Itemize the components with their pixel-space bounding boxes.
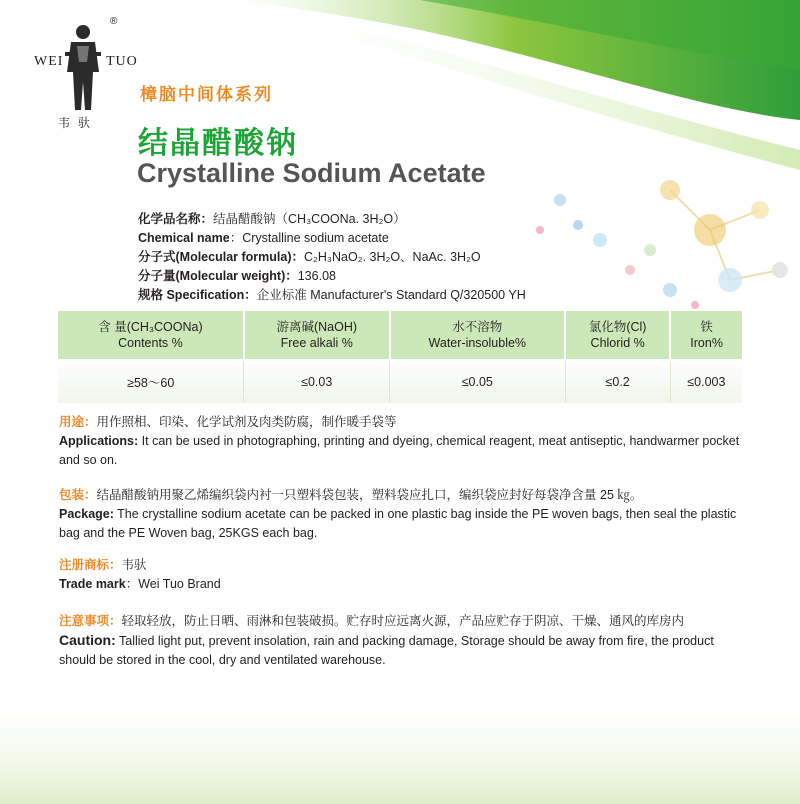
chem-name-cn-value: 结晶醋酸钠（CH₃COONa. 3H₂O） — [213, 212, 406, 226]
header-en: Free alkali % — [280, 336, 353, 350]
weight-label: 分子量(Molecular weight)： — [138, 269, 298, 283]
caution-en-label: Caution: — [59, 632, 116, 648]
weight-value: 136.08 — [297, 269, 336, 283]
series-title: 樟脑中间体系列 — [140, 85, 273, 104]
table-cell: ≤0.03 — [244, 360, 390, 403]
applications-en-text: It can be used in photographing, printing and dyeing, chemical reagent, meat antiseptic, handwarmer pocket and so on. — [59, 434, 740, 467]
table-cell: ≤0.2 — [565, 360, 670, 403]
specification-table — [58, 311, 742, 403]
specification-label: 规格 Specification： — [138, 288, 257, 302]
formula-label: 分子式(Molecular formula)： — [138, 250, 304, 264]
chem-name-en-row — [138, 229, 526, 248]
package-en-text: The crystalline sodium acetate can be packed in one plastic bag inside the PE woven bags, then seal the plastic bag and the PE Woven bag, 25KGS each bag. — [59, 507, 737, 540]
caution-en — [59, 631, 749, 670]
formula-value: C₂H₃NaO₂. 3H₂O、NaAc. 3H₂O — [304, 250, 481, 264]
trademark-section — [59, 556, 749, 594]
applications-en — [59, 432, 749, 470]
package-section — [59, 486, 749, 543]
logo-cn-name: 韦驮 — [58, 116, 99, 130]
logo-text-right: TUO — [106, 54, 138, 69]
specification-row — [138, 286, 526, 305]
header-cn: 含 量(CH₃COONa) — [98, 320, 203, 334]
applications-cn — [59, 413, 749, 432]
package-cn-label: 包装： — [59, 488, 97, 502]
header-en: Chlorid % — [590, 336, 645, 350]
table-cell: ≥58～60 — [58, 360, 244, 403]
product-title-cn: 结晶醋酸钠 — [138, 127, 298, 160]
logo-text-left: WEI — [34, 54, 64, 69]
package-cn — [59, 486, 749, 505]
header-cn: 氯化物(Cl) — [588, 320, 647, 334]
registered-mark: ® — [110, 16, 118, 27]
trademark-cn — [59, 556, 749, 575]
package-en-label: Package: — [59, 507, 114, 521]
table-header-cell — [565, 311, 670, 360]
table-cell: ≤0.003 — [670, 360, 742, 403]
package-cn-text: 结晶醋酸钠用聚乙烯编织袋内衬一只塑料袋包装，塑料袋应扎口，编织袋应封好每袋净含量 25 ㎏。 — [96, 488, 643, 502]
caution-cn — [59, 612, 749, 631]
applications-cn-text: 用作照相、印染、化学试剂及肉类防腐，制作暖手袋等 — [96, 415, 397, 429]
header-en: Contents % — [118, 336, 183, 350]
table-header-row — [58, 311, 742, 360]
chem-name-en-value: ：Crystalline sodium acetate — [229, 231, 389, 245]
wei-tuo-logo — [34, 16, 138, 136]
chem-name-cn-label: 化学品名称： — [138, 212, 214, 226]
header-cn: 水不溶物 — [452, 320, 503, 334]
header-cn: 铁 — [700, 320, 713, 334]
trademark-cn-label: 注册商标： — [59, 558, 122, 572]
caution-cn-label: 注意事项： — [59, 614, 122, 628]
trademark-en — [59, 575, 749, 594]
header-en: Water-insoluble% — [428, 336, 527, 350]
table-header-cell — [244, 311, 390, 360]
product-title-en: Crystalline Sodium Acetate — [137, 158, 486, 188]
bottom-green-fade — [0, 690, 800, 804]
trademark-en-text: ：Wei Tuo Brand — [125, 577, 221, 591]
package-en — [59, 505, 749, 543]
formula-row — [138, 248, 526, 267]
weight-row — [138, 267, 526, 286]
chem-name-cn-row — [138, 210, 526, 229]
applications-cn-label: 用途： — [59, 415, 97, 429]
specification-value: 企业标准 Manufacturer's Standard Q/320500 YH — [256, 288, 526, 302]
applications-section — [59, 413, 749, 470]
molecule-decoration — [520, 170, 800, 320]
trademark-en-label: Trade mark — [59, 577, 126, 591]
trademark-cn-text: 韦驮 — [121, 558, 147, 572]
applications-en-label: Applications: — [59, 434, 139, 448]
header-cn: 游离碱(NaOH) — [276, 320, 358, 334]
caution-en-text: Tallied light put, prevent insolation, rain and packing damage, Storage should be away from fire, the product should be stored in the cool, dry and ventilated warehouse. — [59, 634, 714, 667]
caution-cn-text: 轻取轻放，防止日晒、雨淋和包装破损。贮存时应远离火源，产品应贮存于阴凉、干燥、通风的库房内 — [121, 614, 685, 628]
table-cell: ≤0.05 — [390, 360, 566, 403]
table-header-cell — [58, 311, 244, 360]
table-row — [58, 360, 742, 403]
caution-section — [59, 612, 749, 670]
table-header-cell — [390, 311, 566, 360]
warrior-figure-icon — [63, 22, 103, 112]
table-header-cell — [670, 311, 742, 360]
product-specs — [138, 210, 526, 305]
chem-name-en-label: Chemical name — [138, 231, 230, 245]
header-en: Iron% — [690, 336, 723, 350]
